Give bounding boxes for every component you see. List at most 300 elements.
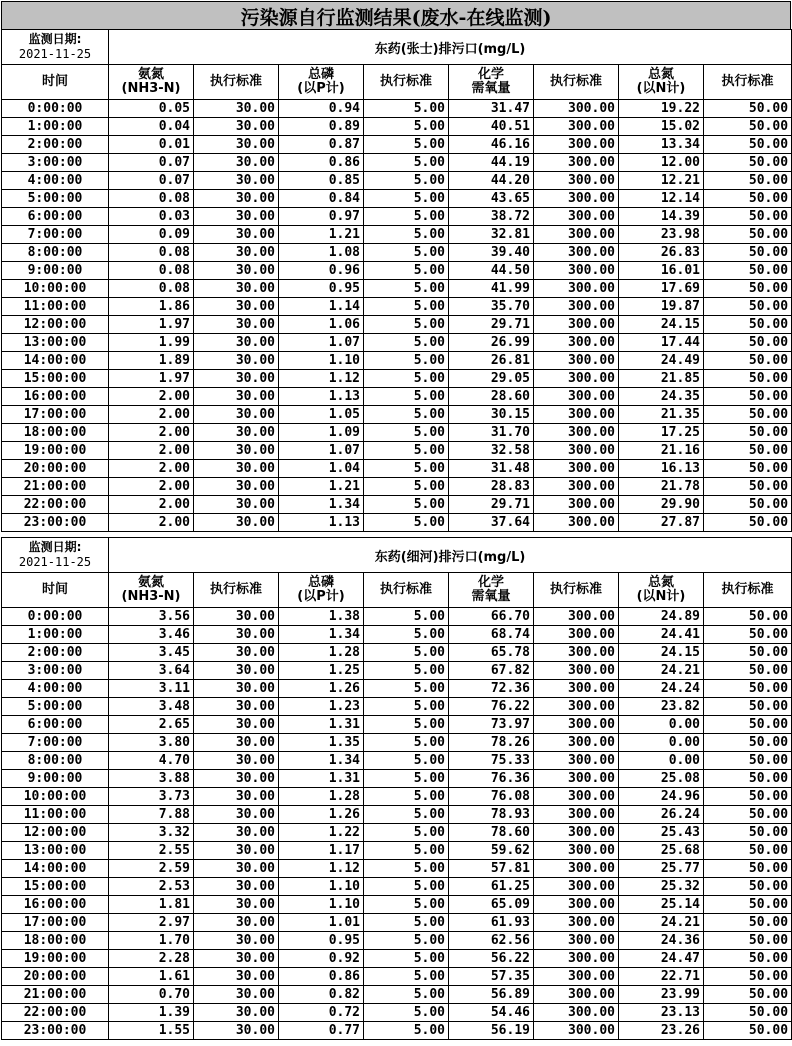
time-cell: 3:00:00 <box>2 662 109 680</box>
tp-standard-cell: 5.00 <box>364 136 449 154</box>
nh3-cell: 2.00 <box>109 460 194 478</box>
cod-standard-cell: 300.00 <box>534 208 619 226</box>
tn-cell: 24.41 <box>619 626 704 644</box>
tp-standard-cell: 5.00 <box>364 334 449 352</box>
section-title: 东药(细河)排污口(mg/L) <box>109 538 792 573</box>
cod-cell: 38.72 <box>449 208 534 226</box>
tp-cell: 0.95 <box>279 280 364 298</box>
tp-standard-cell: 5.00 <box>364 986 449 1004</box>
nh3-cell: 2.00 <box>109 442 194 460</box>
table-row <box>2 442 792 460</box>
time-cell: 15:00:00 <box>2 370 109 388</box>
cod-cell: 56.89 <box>449 986 534 1004</box>
tp-cell: 1.04 <box>279 460 364 478</box>
nh3-standard-cell: 30.00 <box>194 788 279 806</box>
tn-standard-cell: 50.00 <box>704 986 792 1004</box>
nh3-standard-cell: 30.00 <box>194 424 279 442</box>
cod-standard-cell: 300.00 <box>534 280 619 298</box>
monitor-date-cell <box>2 538 109 573</box>
time-cell: 17:00:00 <box>2 406 109 424</box>
sheet-title: 污染源自行监测结果(废水-在线监测) <box>1 1 791 30</box>
tn-cell: 12.00 <box>619 154 704 172</box>
tn-standard-cell: 50.00 <box>704 460 792 478</box>
nh3-cell: 0.09 <box>109 226 194 244</box>
nh3-standard-cell: 30.00 <box>194 190 279 208</box>
time-cell: 3:00:00 <box>2 154 109 172</box>
cod-standard-cell: 300.00 <box>534 1004 619 1022</box>
tn-standard-cell: 50.00 <box>704 770 792 788</box>
header-time: 时间 <box>2 573 109 608</box>
time-cell: 12:00:00 <box>2 824 109 842</box>
tn-cell: 23.26 <box>619 1022 704 1040</box>
tp-standard-cell: 5.00 <box>364 608 449 626</box>
tn-cell: 19.87 <box>619 298 704 316</box>
table-row <box>2 370 792 388</box>
nh3-standard-cell: 30.00 <box>194 496 279 514</box>
nh3-cell: 0.07 <box>109 172 194 190</box>
time-cell: 9:00:00 <box>2 262 109 280</box>
header-nh3: 氨氮 (NH3-N) <box>109 573 194 608</box>
tn-standard-cell: 50.00 <box>704 1004 792 1022</box>
table-row <box>2 878 792 896</box>
tp-standard-cell: 5.00 <box>364 406 449 424</box>
cod-standard-cell: 300.00 <box>534 226 619 244</box>
tp-standard-cell: 5.00 <box>364 968 449 986</box>
tn-standard-cell: 50.00 <box>704 190 792 208</box>
table-row <box>2 154 792 172</box>
tp-cell: 1.10 <box>279 352 364 370</box>
tp-standard-cell: 5.00 <box>364 932 449 950</box>
tp-standard-cell: 5.00 <box>364 680 449 698</box>
tn-cell: 12.21 <box>619 172 704 190</box>
nh3-cell: 3.80 <box>109 734 194 752</box>
table-row <box>2 680 792 698</box>
tn-standard-cell: 50.00 <box>704 788 792 806</box>
table-row <box>2 662 792 680</box>
tp-standard-cell: 5.00 <box>364 208 449 226</box>
tp-standard-cell: 5.00 <box>364 172 449 190</box>
tn-cell: 29.90 <box>619 496 704 514</box>
monitoring-table-xihe <box>1 537 792 1040</box>
time-cell: 14:00:00 <box>2 860 109 878</box>
nh3-cell: 2.55 <box>109 842 194 860</box>
cod-cell: 28.83 <box>449 478 534 496</box>
tn-standard-cell: 50.00 <box>704 950 792 968</box>
time-cell: 23:00:00 <box>2 1022 109 1040</box>
tn-cell: 26.83 <box>619 244 704 262</box>
tp-cell: 0.89 <box>279 118 364 136</box>
header-standard: 执行标准 <box>704 573 792 608</box>
table-row <box>2 262 792 280</box>
time-cell: 15:00:00 <box>2 878 109 896</box>
table-row <box>2 644 792 662</box>
time-cell: 4:00:00 <box>2 680 109 698</box>
cod-cell: 61.25 <box>449 878 534 896</box>
nh3-standard-cell: 30.00 <box>194 878 279 896</box>
cod-cell: 30.15 <box>449 406 534 424</box>
time-cell: 5:00:00 <box>2 190 109 208</box>
tn-standard-cell: 50.00 <box>704 896 792 914</box>
nh3-cell: 3.11 <box>109 680 194 698</box>
time-cell: 19:00:00 <box>2 442 109 460</box>
tn-standard-cell: 50.00 <box>704 680 792 698</box>
cod-standard-cell: 300.00 <box>534 118 619 136</box>
table-row <box>2 460 792 478</box>
table-row <box>2 424 792 442</box>
tn-standard-cell: 50.00 <box>704 932 792 950</box>
nh3-standard-cell: 30.00 <box>194 244 279 262</box>
time-cell: 6:00:00 <box>2 208 109 226</box>
monitor-date-label: 监测日期: <box>28 32 82 46</box>
tp-standard-cell: 5.00 <box>364 824 449 842</box>
tn-cell: 16.01 <box>619 262 704 280</box>
tp-standard-cell: 5.00 <box>364 190 449 208</box>
tn-cell: 25.08 <box>619 770 704 788</box>
tn-standard-cell: 50.00 <box>704 496 792 514</box>
header-time: 时间 <box>2 65 109 100</box>
tp-cell: 1.21 <box>279 478 364 496</box>
table-row <box>2 244 792 262</box>
nh3-standard-cell: 30.00 <box>194 968 279 986</box>
cod-standard-cell: 300.00 <box>534 626 619 644</box>
cod-cell: 37.64 <box>449 514 534 532</box>
nh3-cell: 2.53 <box>109 878 194 896</box>
tp-cell: 1.38 <box>279 608 364 626</box>
cod-standard-cell: 300.00 <box>534 1022 619 1040</box>
cod-cell: 78.26 <box>449 734 534 752</box>
nh3-standard-cell: 30.00 <box>194 118 279 136</box>
tn-cell: 13.34 <box>619 136 704 154</box>
nh3-standard-cell: 30.00 <box>194 752 279 770</box>
tn-standard-cell: 50.00 <box>704 100 792 118</box>
header-cod: 化学 需氧量 <box>449 65 534 100</box>
tn-cell: 24.21 <box>619 914 704 932</box>
cod-cell: 54.46 <box>449 1004 534 1022</box>
nh3-standard-cell: 30.00 <box>194 388 279 406</box>
cod-standard-cell: 300.00 <box>534 950 619 968</box>
header-standard: 执行标准 <box>534 573 619 608</box>
tn-standard-cell: 50.00 <box>704 608 792 626</box>
tp-standard-cell: 5.00 <box>364 478 449 496</box>
header-standard: 执行标准 <box>364 65 449 100</box>
cod-cell: 46.16 <box>449 136 534 154</box>
nh3-cell: 7.88 <box>109 806 194 824</box>
cod-standard-cell: 300.00 <box>534 842 619 860</box>
nh3-cell: 0.08 <box>109 244 194 262</box>
tp-cell: 1.21 <box>279 226 364 244</box>
tp-cell: 1.26 <box>279 680 364 698</box>
cod-cell: 72.36 <box>449 680 534 698</box>
nh3-cell: 0.07 <box>109 154 194 172</box>
tn-cell: 25.77 <box>619 860 704 878</box>
nh3-standard-cell: 30.00 <box>194 644 279 662</box>
tn-standard-cell: 50.00 <box>704 406 792 424</box>
tn-cell: 24.47 <box>619 950 704 968</box>
table-row <box>2 770 792 788</box>
tn-cell: 24.36 <box>619 932 704 950</box>
time-cell: 7:00:00 <box>2 226 109 244</box>
tn-cell: 23.82 <box>619 698 704 716</box>
nh3-standard-cell: 30.00 <box>194 770 279 788</box>
nh3-cell: 2.00 <box>109 514 194 532</box>
table-row <box>2 1004 792 1022</box>
time-cell: 10:00:00 <box>2 280 109 298</box>
tn-standard-cell: 50.00 <box>704 262 792 280</box>
tn-standard-cell: 50.00 <box>704 806 792 824</box>
cod-standard-cell: 300.00 <box>534 136 619 154</box>
tp-cell: 1.34 <box>279 626 364 644</box>
tp-cell: 0.84 <box>279 190 364 208</box>
tp-standard-cell: 5.00 <box>364 662 449 680</box>
tp-standard-cell: 5.00 <box>364 734 449 752</box>
header-tn: 总氮 (以N计) <box>619 573 704 608</box>
tn-cell: 24.24 <box>619 680 704 698</box>
cod-cell: 29.71 <box>449 496 534 514</box>
tn-cell: 25.68 <box>619 842 704 860</box>
tn-standard-cell: 50.00 <box>704 698 792 716</box>
cod-standard-cell: 300.00 <box>534 478 619 496</box>
tp-standard-cell: 5.00 <box>364 896 449 914</box>
table-row <box>2 280 792 298</box>
cod-standard-cell: 300.00 <box>534 878 619 896</box>
tp-cell: 0.97 <box>279 208 364 226</box>
nh3-cell: 0.04 <box>109 118 194 136</box>
cod-cell: 31.48 <box>449 460 534 478</box>
tp-cell: 0.95 <box>279 932 364 950</box>
nh3-cell: 2.97 <box>109 914 194 932</box>
tp-cell: 1.08 <box>279 244 364 262</box>
time-cell: 2:00:00 <box>2 644 109 662</box>
nh3-cell: 0.03 <box>109 208 194 226</box>
tp-cell: 1.28 <box>279 644 364 662</box>
table-row <box>2 208 792 226</box>
nh3-cell: 2.65 <box>109 716 194 734</box>
tn-standard-cell: 50.00 <box>704 644 792 662</box>
nh3-standard-cell: 30.00 <box>194 680 279 698</box>
tp-cell: 0.72 <box>279 1004 364 1022</box>
nh3-standard-cell: 30.00 <box>194 406 279 424</box>
cod-cell: 29.71 <box>449 316 534 334</box>
tn-cell: 24.89 <box>619 608 704 626</box>
tn-cell: 25.32 <box>619 878 704 896</box>
tn-cell: 12.14 <box>619 190 704 208</box>
tn-standard-cell: 50.00 <box>704 370 792 388</box>
tn-cell: 23.13 <box>619 1004 704 1022</box>
header-cod: 化学 需氧量 <box>449 573 534 608</box>
table-row <box>2 752 792 770</box>
cod-standard-cell: 300.00 <box>534 770 619 788</box>
table-row <box>2 118 792 136</box>
cod-standard-cell: 300.00 <box>534 406 619 424</box>
tn-standard-cell: 50.00 <box>704 298 792 316</box>
time-cell: 22:00:00 <box>2 1004 109 1022</box>
table-row <box>2 932 792 950</box>
nh3-cell: 3.45 <box>109 644 194 662</box>
nh3-standard-cell: 30.00 <box>194 226 279 244</box>
nh3-standard-cell: 30.00 <box>194 698 279 716</box>
tn-cell: 24.35 <box>619 388 704 406</box>
nh3-standard-cell: 30.00 <box>194 716 279 734</box>
cod-cell: 26.99 <box>449 334 534 352</box>
nh3-cell: 1.99 <box>109 334 194 352</box>
tn-standard-cell: 50.00 <box>704 226 792 244</box>
header-tp: 总磷 (以P计) <box>279 573 364 608</box>
tn-standard-cell: 50.00 <box>704 478 792 496</box>
table-row <box>2 316 792 334</box>
cod-standard-cell: 300.00 <box>534 424 619 442</box>
tp-standard-cell: 5.00 <box>364 950 449 968</box>
tp-standard-cell: 5.00 <box>364 352 449 370</box>
tp-cell: 1.06 <box>279 316 364 334</box>
nh3-standard-cell: 30.00 <box>194 608 279 626</box>
table-row <box>2 388 792 406</box>
tp-cell: 1.13 <box>279 388 364 406</box>
nh3-standard-cell: 30.00 <box>194 932 279 950</box>
tp-standard-cell: 5.00 <box>364 806 449 824</box>
tn-standard-cell: 50.00 <box>704 860 792 878</box>
tn-cell: 17.25 <box>619 424 704 442</box>
tp-standard-cell: 5.00 <box>364 388 449 406</box>
tn-cell: 15.02 <box>619 118 704 136</box>
nh3-standard-cell: 30.00 <box>194 626 279 644</box>
cod-standard-cell: 300.00 <box>534 662 619 680</box>
tn-cell: 19.22 <box>619 100 704 118</box>
cod-standard-cell: 300.00 <box>534 460 619 478</box>
tp-cell: 0.94 <box>279 100 364 118</box>
nh3-cell: 1.39 <box>109 1004 194 1022</box>
nh3-cell: 1.81 <box>109 896 194 914</box>
tp-standard-cell: 5.00 <box>364 626 449 644</box>
table-row <box>2 100 792 118</box>
nh3-cell: 3.73 <box>109 788 194 806</box>
tn-cell: 24.96 <box>619 788 704 806</box>
cod-cell: 76.22 <box>449 698 534 716</box>
time-cell: 16:00:00 <box>2 896 109 914</box>
tp-standard-cell: 5.00 <box>364 442 449 460</box>
tp-cell: 1.10 <box>279 878 364 896</box>
table-row <box>2 608 792 626</box>
nh3-cell: 2.00 <box>109 424 194 442</box>
nh3-cell: 2.00 <box>109 388 194 406</box>
tp-standard-cell: 5.00 <box>364 298 449 316</box>
nh3-cell: 2.00 <box>109 496 194 514</box>
table-row <box>2 842 792 860</box>
nh3-cell: 4.70 <box>109 752 194 770</box>
table-row <box>2 896 792 914</box>
tn-standard-cell: 50.00 <box>704 626 792 644</box>
tn-standard-cell: 50.00 <box>704 136 792 154</box>
tn-standard-cell: 50.00 <box>704 1022 792 1040</box>
nh3-standard-cell: 30.00 <box>194 860 279 878</box>
tp-cell: 1.34 <box>279 752 364 770</box>
cod-standard-cell: 300.00 <box>534 986 619 1004</box>
time-cell: 8:00:00 <box>2 244 109 262</box>
cod-cell: 65.78 <box>449 644 534 662</box>
nh3-cell: 3.46 <box>109 626 194 644</box>
tn-standard-cell: 50.00 <box>704 388 792 406</box>
cod-standard-cell: 300.00 <box>534 388 619 406</box>
tn-cell: 23.98 <box>619 226 704 244</box>
tp-cell: 1.05 <box>279 406 364 424</box>
tp-cell: 1.35 <box>279 734 364 752</box>
tp-standard-cell: 5.00 <box>364 496 449 514</box>
nh3-cell: 3.64 <box>109 662 194 680</box>
nh3-standard-cell: 30.00 <box>194 100 279 118</box>
cod-standard-cell: 300.00 <box>534 316 619 334</box>
cod-standard-cell: 300.00 <box>534 442 619 460</box>
tp-cell: 1.12 <box>279 370 364 388</box>
nh3-standard-cell: 30.00 <box>194 154 279 172</box>
nh3-standard-cell: 30.00 <box>194 986 279 1004</box>
cod-standard-cell: 300.00 <box>534 334 619 352</box>
header-tn: 总氮 (以N计) <box>619 65 704 100</box>
tp-standard-cell: 5.00 <box>364 100 449 118</box>
tp-standard-cell: 5.00 <box>364 716 449 734</box>
tp-standard-cell: 5.00 <box>364 842 449 860</box>
table-row <box>2 514 792 532</box>
cod-cell: 44.20 <box>449 172 534 190</box>
tn-standard-cell: 50.00 <box>704 118 792 136</box>
table-row <box>2 172 792 190</box>
tn-standard-cell: 50.00 <box>704 280 792 298</box>
table-row <box>2 190 792 208</box>
header-tp: 总磷 (以P计) <box>279 65 364 100</box>
nh3-standard-cell: 30.00 <box>194 172 279 190</box>
tn-cell: 21.35 <box>619 406 704 424</box>
tp-standard-cell: 5.00 <box>364 226 449 244</box>
time-cell: 2:00:00 <box>2 136 109 154</box>
cod-cell: 65.09 <box>449 896 534 914</box>
cod-cell: 31.47 <box>449 100 534 118</box>
tn-cell: 24.49 <box>619 352 704 370</box>
tn-cell: 0.00 <box>619 752 704 770</box>
cod-standard-cell: 300.00 <box>534 262 619 280</box>
tn-cell: 0.00 <box>619 716 704 734</box>
nh3-cell: 3.48 <box>109 698 194 716</box>
monitoring-table-zhangshi <box>1 29 792 532</box>
tp-standard-cell: 5.00 <box>364 644 449 662</box>
time-cell: 1:00:00 <box>2 626 109 644</box>
nh3-cell: 3.32 <box>109 824 194 842</box>
table-row <box>2 806 792 824</box>
tp-standard-cell: 5.00 <box>364 1022 449 1040</box>
time-cell: 13:00:00 <box>2 842 109 860</box>
cod-cell: 44.19 <box>449 154 534 172</box>
tp-cell: 0.86 <box>279 968 364 986</box>
time-cell: 8:00:00 <box>2 752 109 770</box>
time-cell: 18:00:00 <box>2 424 109 442</box>
tp-standard-cell: 5.00 <box>364 262 449 280</box>
monitor-date-value: 2021-11-25 <box>18 47 92 61</box>
tp-cell: 1.25 <box>279 662 364 680</box>
table-row <box>2 298 792 316</box>
tn-cell: 24.15 <box>619 316 704 334</box>
cod-cell: 59.62 <box>449 842 534 860</box>
tp-cell: 1.14 <box>279 298 364 316</box>
cod-standard-cell: 300.00 <box>534 932 619 950</box>
nh3-standard-cell: 30.00 <box>194 950 279 968</box>
nh3-cell: 1.70 <box>109 932 194 950</box>
time-cell: 20:00:00 <box>2 968 109 986</box>
monitor-date-cell <box>2 30 109 65</box>
cod-cell: 29.05 <box>449 370 534 388</box>
time-cell: 14:00:00 <box>2 352 109 370</box>
time-cell: 12:00:00 <box>2 316 109 334</box>
time-cell: 17:00:00 <box>2 914 109 932</box>
cod-standard-cell: 300.00 <box>534 514 619 532</box>
tn-standard-cell: 50.00 <box>704 968 792 986</box>
table-row <box>2 352 792 370</box>
